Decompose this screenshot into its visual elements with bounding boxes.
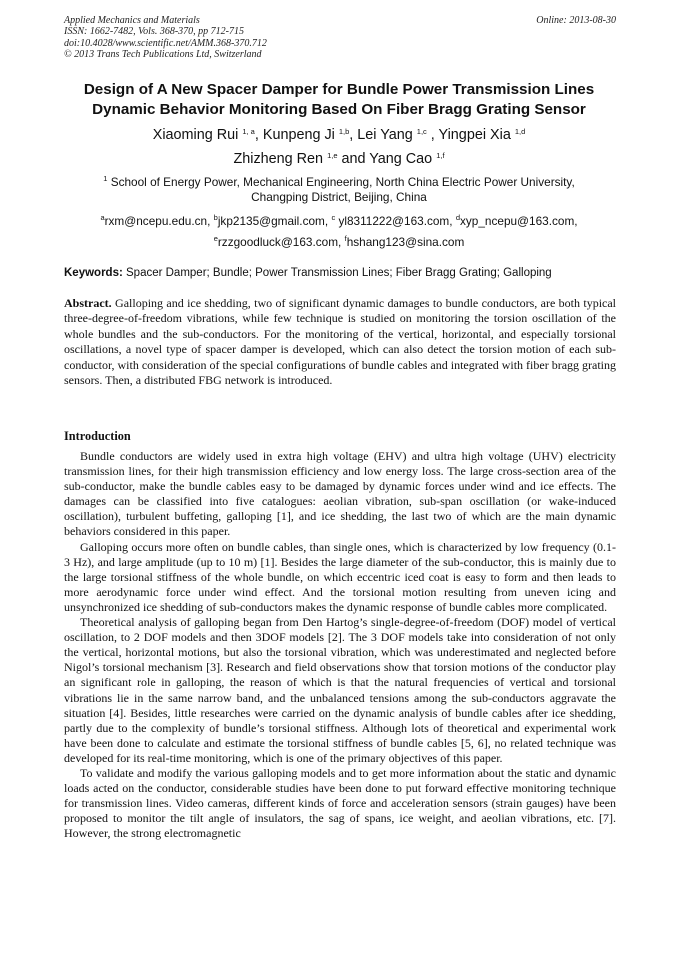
journal-header — [64, 15, 616, 61]
email-list — [40, 211, 638, 253]
author-affil-sup: 1,e — [327, 151, 338, 160]
email-address[interactable]: jkp2135@gmail.com, — [217, 214, 329, 228]
affiliation-sup: 1 — [103, 174, 108, 183]
email-sup: a — [100, 213, 105, 222]
email-line-2 — [40, 232, 638, 253]
doi-line: doi:10.4028/www.scientific.net/AMM.368-370.712 — [64, 37, 267, 49]
author-list — [40, 123, 638, 171]
email-line-1 — [40, 211, 638, 232]
abstract-label: Abstract. — [64, 296, 112, 310]
author-affil-sup: 1,b — [338, 127, 350, 136]
introduction-heading: Introduction — [64, 429, 131, 443]
email-address[interactable]: rzzgoodluck@163.com, — [217, 235, 342, 249]
email-address[interactable]: hshang123@sina.com — [346, 235, 465, 249]
issn-line: ISSN: 1662-7482, Vols. 368-370, pp 712-715 — [64, 26, 244, 38]
email-sup: c — [331, 213, 336, 222]
affiliation — [60, 175, 618, 205]
email-sup: d — [455, 213, 460, 222]
body-paragraph: Galloping occurs more often on bundle cables, than single ones, which is characterized by low frequency (0.1- 3 Hz), and large amplitude (up to 10 m) [1]. Besides the large diameter of the sub-conductor, this is mainly due to the large torsional stiffness of the whole bundle, on which eccentric iced coat is easy to form and then leads to more aerodynamic force under wind effect. And the torsional motion resulting from uneven icing and unsynchronized ice shedding of sub-conductors makes the dynamic response of bundle cables more complicated. — [64, 539, 616, 614]
paper-title — [40, 80, 638, 120]
abstract — [64, 296, 616, 388]
email-address[interactable]: rxm@ncepu.edu.cn, — [104, 214, 211, 228]
email-address[interactable]: xyp_ncepu@163.com, — [460, 214, 578, 228]
affiliation-line-1 — [60, 175, 618, 190]
author-affil-sup: 1, a — [242, 127, 255, 136]
email-sup: b — [213, 213, 218, 222]
author-name: Kunpeng Ji — [262, 127, 335, 143]
keywords-text: Spacer Damper; Bundle; Power Transmission Lines; Fiber Bragg Grating; Galloping — [126, 267, 552, 279]
email-sup: e — [213, 234, 218, 243]
author-name: Xiaoming Rui — [152, 127, 239, 143]
author-name: Yingpei Xia — [438, 127, 511, 143]
email-sup: f — [344, 234, 347, 243]
affiliation-line-2: Changping District, Beijing, China — [251, 190, 427, 204]
body-paragraph: Bundle conductors are widely used in extra high voltage (EHV) and ultra high voltage (UHV) electricity transmission lines, for their high transmission efficiency and low energy loss. The large cross-section area of the sub-conductor, make the bundle cables easy to be damaged by dynamic forces under wind and ice effects. The damages can be classified into five catalogues: aeolian vibration, sub-span oscillation (or wake-induced oscillation), turbulent buffeting, galloping [1], and ice shedding, the last two of which are the main dynamic behaviors considered in this paper. — [64, 449, 616, 539]
author-affil-sup: 1,f — [436, 151, 445, 160]
title-line-2: Dynamic Behavior Monitoring Based On Fiber Bragg Grating Sensor — [92, 101, 586, 118]
affiliation-text: School of Energy Power, Mechanical Engineering, North China Electric Power University, — [110, 175, 575, 189]
body-paragraph: To validate and modify the various galloping models and to get more information about the static and dynamic loads acted on the conductor, considerable studies have been done to put forward effective monitoring technique for transmission lines. Video cameras, different kinds of force and acceleration sensors (strain gauges) have been proposed to monitor the tilt angle of insulators, the sag of spans, ice weight, and aeolian vibrations, etc. [7]. However, the strong electromagnetic — [64, 765, 616, 841]
body-paragraph: Theoretical analysis of galloping began from Den Hartog’s single-degree-of-freedom (DOF) model of vertical oscillation, to 2 DOF models and then 3DOF models [2]. The 3 DOF models take into consideration of not only the vertical, horizontal motions, but also the torsional vibration, which was underestimated and neglected before Nigol’s torsional mechanism [3]. Research and field observations show that torsion motions of the conductor play an significant role in galloping, the reason of which is that the natural frequencies of vertical and torsional vibrations lie in the same narrow band, and the unbalanced tensions among the sub-conductors aggravate the situation [4]. Besides, little researches were carried on the dynamic analysis of bundle cables after ice shedding, partly due to the complexity of bundle’s torsional stiffness. Although lots of theoretical and experimental work have been done to calculate and estimate the torsional stiffness of bundle cables [5, 6], no related technique was developed for its real-time monitoring, which is one of the primary objectives of this paper. — [64, 615, 616, 765]
author-affil-sup: 1,d — [514, 127, 526, 136]
author-name: Yang Cao — [369, 151, 433, 167]
author-name: Zhizheng Ren — [233, 151, 324, 167]
journal-name: Applied Mechanics and Materials — [64, 15, 200, 26]
email-address[interactable]: yl8311222@163.com, — [338, 214, 453, 228]
author-name: Lei Yang — [357, 127, 413, 143]
introduction-body — [64, 449, 616, 841]
keywords — [64, 266, 624, 280]
author-line-1: Xiaoming Rui $^{1, a}$, Kunpeng Ji $^{1,b}$, Lei Yang $^{1,c}$ , Yingpei Xia $^{1,d}$ — [152, 127, 526, 143]
copyright-line: © 2013 Trans Tech Publications Ltd, Switzerland — [64, 49, 262, 61]
title-line-1: Design of A New Spacer Damper for Bundle Power Transmission Lines — [83, 81, 595, 98]
abstract-text: Galloping and ice shedding, two of significant dynamic damages to bundle conductors, are both typical three-degree-of-freedom vibrations, while few technique is studied on monitoring the torsion oscillation of the whole bundles and the sub-conductors. For the monitoring of the vertical, horizontal, and especially torsional oscillations, a novel type of spacer damper is developed, which can also detect the torsion motion of each sub-conductor, with consideration of the special configurations of bundle cables and integrated with fiber bragg grating sensors. Then, a distributed FBG network is introduced. — [64, 296, 617, 388]
author-affil-sup: 1,c — [416, 127, 427, 136]
author-line-2: Zhizheng Ren $^{1,e}$ and Yang Cao $^{1,f}$ — [233, 151, 445, 167]
keywords-label: Keywords: — [64, 267, 123, 279]
online-date: Online: 2013-08-30 — [536, 15, 616, 26]
